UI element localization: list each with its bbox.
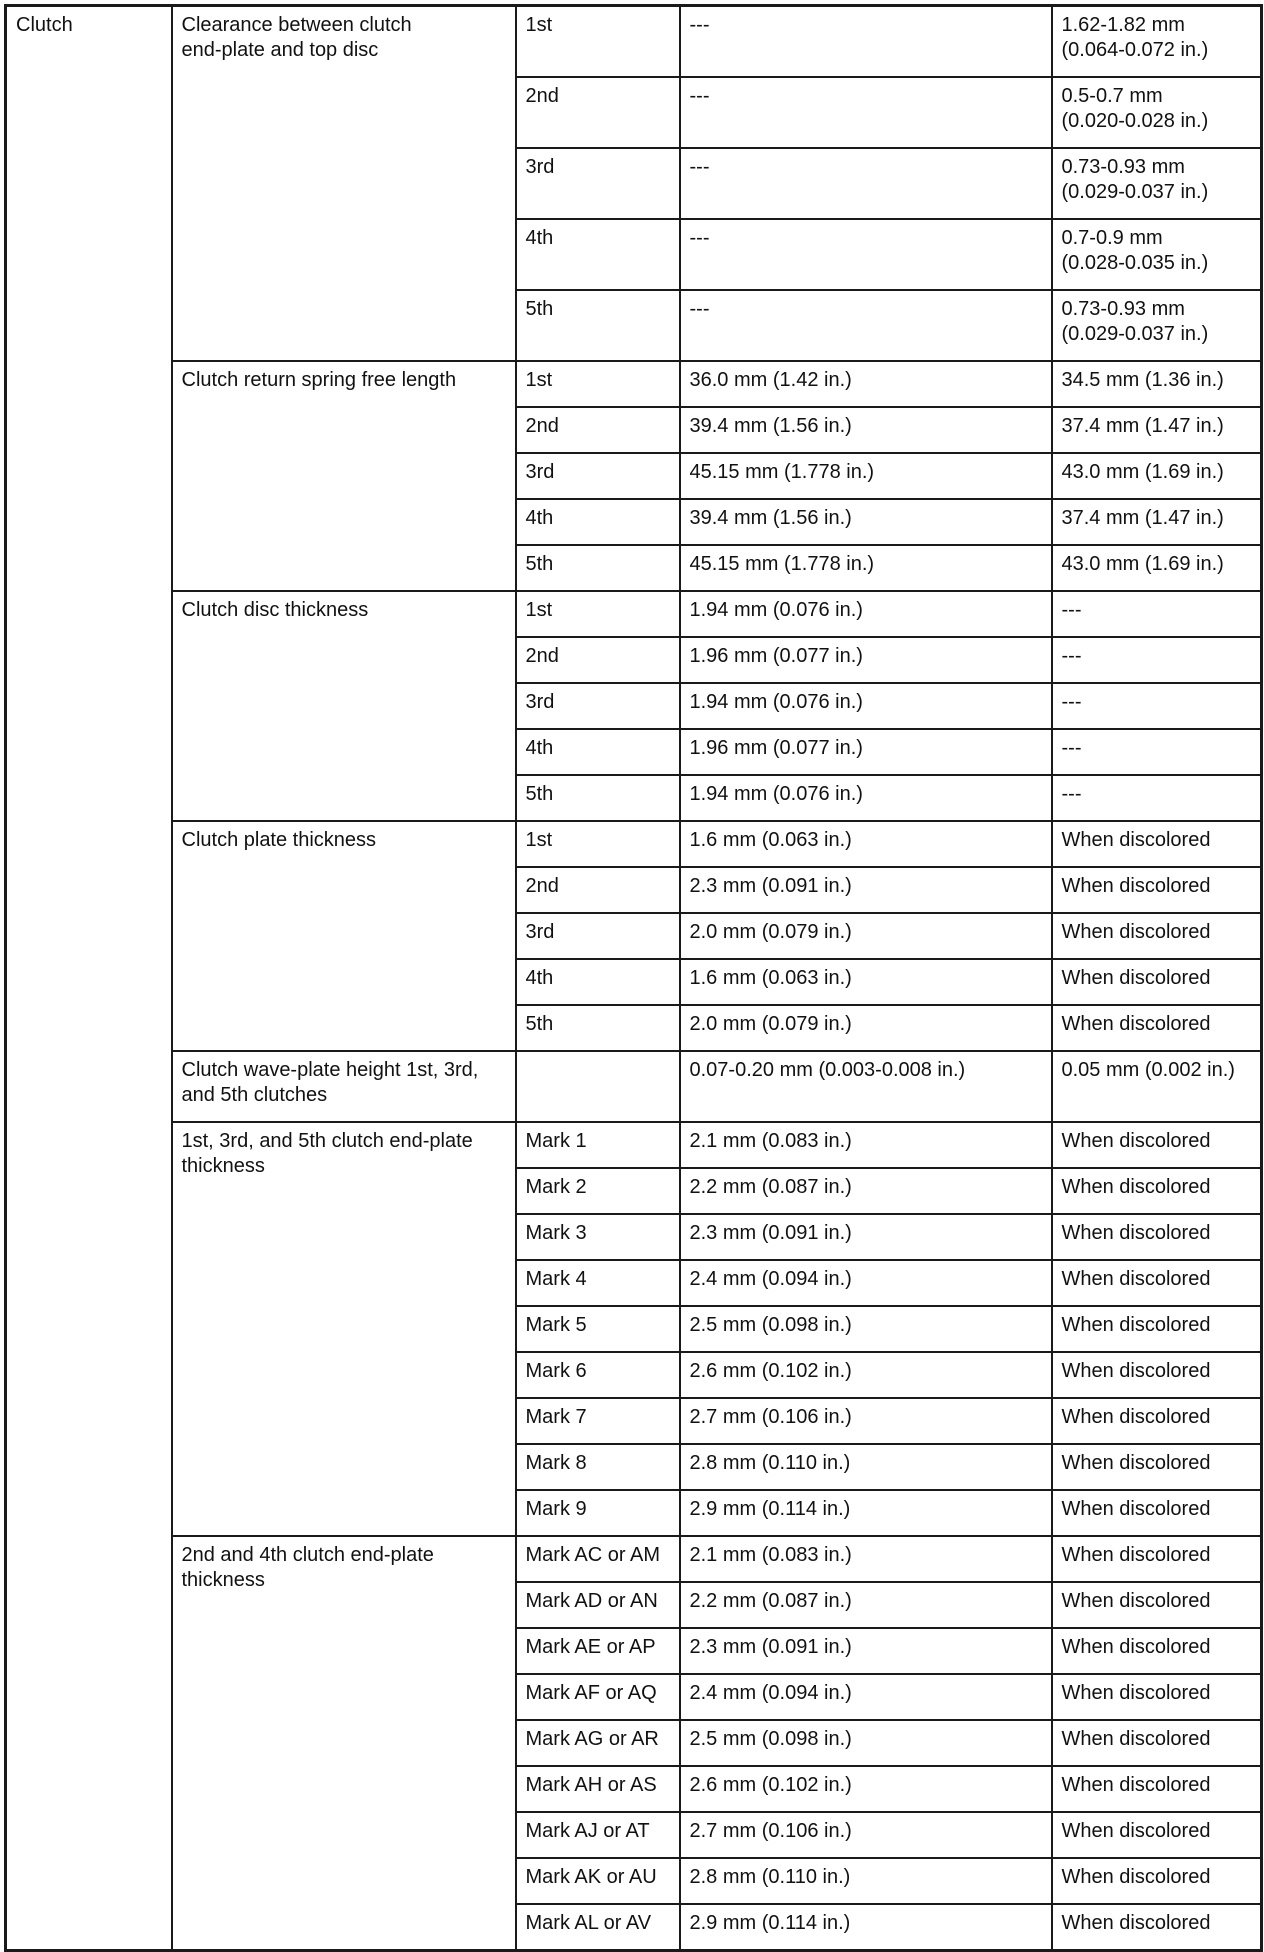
limit-value-cell: When discolored [1052,959,1262,1005]
sub-item-cell: 2nd [516,637,680,683]
item-label [172,6,516,362]
sub-item-cell [516,1051,680,1122]
item-label [172,361,516,591]
standard-value-cell: 2.2 mm (0.087 in.) [680,1582,1052,1628]
sub-item-cell: Mark 5 [516,1306,680,1352]
sub-item-cell: 3rd [516,683,680,729]
standard-value-cell: 1.94 mm (0.076 in.) [680,775,1052,821]
item-label-line: thickness [181,1155,265,1177]
standard-value-cell: 2.9 mm (0.114 in.) [680,1904,1052,1951]
standard-value-cell: 2.3 mm (0.091 in.) [680,1214,1052,1260]
item-label [172,1122,516,1536]
limit-value-cell: When discolored [1052,821,1262,867]
standard-value-cell: 1.94 mm (0.076 in.) [680,591,1052,637]
standard-value-cell: 2.4 mm (0.094 in.) [680,1260,1052,1306]
sub-item-cell: 4th [516,499,680,545]
standard-value-cell: 2.0 mm (0.079 in.) [680,913,1052,959]
limit-value-cell: When discolored [1052,867,1262,913]
item-label [172,821,516,1051]
limit-value-cell: 34.5 mm (1.36 in.) [1052,361,1262,407]
limit-value-cell: --- [1052,591,1262,637]
table-row [6,1122,1262,1168]
sub-item-cell: Mark 8 [516,1444,680,1490]
item-label-line: Clutch wave-plate height 1st, 3rd, [181,1059,479,1081]
limit-value-cell: When discolored [1052,1398,1262,1444]
sub-item-cell: Mark 1 [516,1122,680,1168]
standard-value-cell: 2.7 mm (0.106 in.) [680,1812,1052,1858]
standard-value-cell: 45.15 mm (1.778 in.) [680,545,1052,591]
limit-value-line: (0.028-0.035 in.) [1061,252,1209,274]
limit-value-line: 0.5-0.7 mm [1061,85,1163,107]
limit-value-cell: When discolored [1052,1766,1262,1812]
sub-item-cell: Mark AJ or AT [516,1812,680,1858]
sub-item-cell: Mark AC or AM [516,1536,680,1582]
item-label-line: thickness [181,1569,265,1591]
clutch-spec-table [4,4,1263,1952]
limit-value-line: (0.029-0.037 in.) [1061,181,1209,203]
sub-item-cell: 4th [516,219,680,290]
item-label [172,591,516,821]
sub-item-cell: 5th [516,1005,680,1051]
sub-item-cell: Mark AE or AP [516,1628,680,1674]
limit-value-cell: 43.0 mm (1.69 in.) [1052,453,1262,499]
standard-value-cell: --- [680,219,1052,290]
table-row [6,1536,1262,1582]
limit-value-cell: 43.0 mm (1.69 in.) [1052,545,1262,591]
item-label-line: Clearance between clutch [181,14,412,36]
limit-value-cell [1052,148,1262,219]
standard-value-cell: 2.9 mm (0.114 in.) [680,1490,1052,1536]
item-label-line: 2nd and 4th clutch end-plate [181,1544,434,1566]
sub-item-cell: 1st [516,6,680,78]
limit-value-cell: --- [1052,729,1262,775]
sub-item-cell: Mark AH or AS [516,1766,680,1812]
sub-item-cell: 3rd [516,453,680,499]
sub-item-cell: Mark AK or AU [516,1858,680,1904]
standard-value-cell: 2.6 mm (0.102 in.) [680,1352,1052,1398]
limit-value-cell: --- [1052,683,1262,729]
sub-item-cell: Mark 4 [516,1260,680,1306]
limit-value-cell: When discolored [1052,1306,1262,1352]
limit-value-cell: When discolored [1052,1444,1262,1490]
standard-value-cell: 2.8 mm (0.110 in.) [680,1858,1052,1904]
table-row [6,591,1262,637]
sub-item-cell: Mark AG or AR [516,1720,680,1766]
standard-value-cell: 2.2 mm (0.087 in.) [680,1168,1052,1214]
item-label [172,1051,516,1122]
limit-value-cell: When discolored [1052,1005,1262,1051]
standard-value-cell: --- [680,290,1052,361]
limit-value-cell [1052,219,1262,290]
limit-value-cell: When discolored [1052,1352,1262,1398]
sub-item-cell: Mark 3 [516,1214,680,1260]
standard-value-cell: --- [680,6,1052,78]
table-row [6,821,1262,867]
standard-value-cell: 1.96 mm (0.077 in.) [680,729,1052,775]
sub-item-cell: 1st [516,591,680,637]
standard-value-cell: 2.3 mm (0.091 in.) [680,867,1052,913]
limit-value-cell: When discolored [1052,1720,1262,1766]
sub-item-cell: Mark 7 [516,1398,680,1444]
limit-value-cell: When discolored [1052,1168,1262,1214]
limit-value-cell: When discolored [1052,1674,1262,1720]
limit-value-cell: 37.4 mm (1.47 in.) [1052,407,1262,453]
limit-value-cell: When discolored [1052,1122,1262,1168]
limit-value-cell [1052,290,1262,361]
sub-item-cell: 2nd [516,407,680,453]
standard-value-cell: 2.6 mm (0.102 in.) [680,1766,1052,1812]
limit-value-line: 1.62-1.82 mm [1061,14,1185,36]
limit-value-line: 0.7-0.9 mm [1061,227,1163,249]
sub-item-cell: 3rd [516,148,680,219]
limit-value-cell: 37.4 mm (1.47 in.) [1052,499,1262,545]
standard-value-cell: 2.4 mm (0.094 in.) [680,1674,1052,1720]
standard-value-cell: 39.4 mm (1.56 in.) [680,407,1052,453]
sub-item-cell: 5th [516,775,680,821]
limit-value-cell: When discolored [1052,1858,1262,1904]
sub-item-cell: 2nd [516,867,680,913]
standard-value-cell: 2.0 mm (0.079 in.) [680,1005,1052,1051]
sub-item-cell: Mark AD or AN [516,1582,680,1628]
limit-value-line: (0.020-0.028 in.) [1061,110,1209,132]
sub-item-cell: Mark 6 [516,1352,680,1398]
limit-value-line: (0.064-0.072 in.) [1061,39,1209,61]
item-label [172,1536,516,1951]
table-row [6,361,1262,407]
sub-item-cell: 3rd [516,913,680,959]
limit-value-cell: --- [1052,637,1262,683]
standard-value-cell: 2.8 mm (0.110 in.) [680,1444,1052,1490]
table-row [6,6,1262,78]
spec-table-body [6,6,1262,1951]
item-label-line: and 5th clutches [181,1084,328,1106]
limit-value-cell: When discolored [1052,1812,1262,1858]
sub-item-cell: 1st [516,821,680,867]
limit-value-cell: When discolored [1052,1628,1262,1674]
standard-value-cell: 1.94 mm (0.076 in.) [680,683,1052,729]
standard-value-cell: 2.5 mm (0.098 in.) [680,1720,1052,1766]
standard-value-cell: 2.1 mm (0.083 in.) [680,1122,1052,1168]
sub-item-cell: 1st [516,361,680,407]
sub-item-cell: 4th [516,729,680,775]
limit-value-cell: When discolored [1052,913,1262,959]
standard-value-cell: 1.6 mm (0.063 in.) [680,821,1052,867]
standard-value-cell: 36.0 mm (1.42 in.) [680,361,1052,407]
limit-value-cell: When discolored [1052,1582,1262,1628]
table-row [6,1051,1262,1122]
standard-value-cell: --- [680,148,1052,219]
limit-value-cell: When discolored [1052,1904,1262,1951]
limit-value-cell: When discolored [1052,1214,1262,1260]
standard-value-cell: 1.6 mm (0.063 in.) [680,959,1052,1005]
limit-value-line: 0.73-0.93 mm [1061,298,1185,320]
limit-value-cell [1052,6,1262,78]
sub-item-cell: Mark AF or AQ [516,1674,680,1720]
limit-value-line: 0.73-0.93 mm [1061,156,1185,178]
limit-value-line: (0.029-0.037 in.) [1061,323,1209,345]
item-label-line: Clutch plate thickness [181,829,377,851]
sub-item-cell: 5th [516,290,680,361]
item-label-line: 1st, 3rd, and 5th clutch end-plate [181,1130,473,1152]
standard-value-cell: 2.5 mm (0.098 in.) [680,1306,1052,1352]
item-label-line: end-plate and top disc [181,39,379,61]
sub-item-cell: 4th [516,959,680,1005]
item-label-line: Clutch disc thickness [181,599,369,621]
item-label-line: Clutch return spring free length [181,369,457,391]
limit-value-cell: --- [1052,775,1262,821]
sub-item-cell: Mark 2 [516,1168,680,1214]
limit-value-cell: When discolored [1052,1260,1262,1306]
standard-value-cell: 1.96 mm (0.077 in.) [680,637,1052,683]
limit-value-cell: When discolored [1052,1536,1262,1582]
standard-value-cell: --- [680,77,1052,148]
standard-value-cell: 39.4 mm (1.56 in.) [680,499,1052,545]
sub-item-cell: Mark 9 [516,1490,680,1536]
standard-value-cell: 2.3 mm (0.091 in.) [680,1628,1052,1674]
standard-value-cell: 0.07-0.20 mm (0.003-0.008 in.) [680,1051,1052,1122]
standard-value-cell: 45.15 mm (1.778 in.) [680,453,1052,499]
limit-value-cell: When discolored [1052,1490,1262,1536]
standard-value-cell: 2.7 mm (0.106 in.) [680,1398,1052,1444]
sub-item-cell: 5th [516,545,680,591]
standard-value-cell: 2.1 mm (0.083 in.) [680,1536,1052,1582]
sub-item-cell: Mark AL or AV [516,1904,680,1951]
sub-item-cell: 2nd [516,77,680,148]
section-label: Clutch [6,6,172,1951]
limit-value-cell [1052,77,1262,148]
limit-value-cell: 0.05 mm (0.002 in.) [1052,1051,1262,1122]
